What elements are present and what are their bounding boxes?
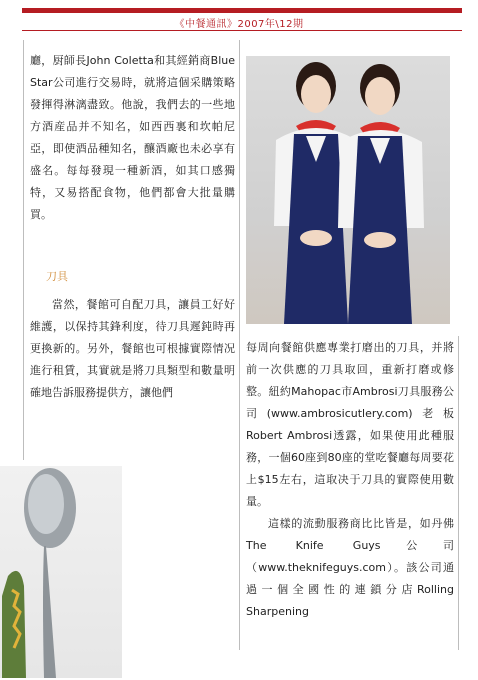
right-paragraph-2: 這樣的流動服務商比比皆是，如丹佛The Knife Guys公司（www.theknifeguys.com）。該公司通過一個全國性的連鎖分店Rolling Sharpening [246, 517, 454, 618]
header-underline [22, 30, 462, 31]
page-header-title: 《中餐通訊》2007年\12期 [174, 19, 304, 30]
two-flight-attendants-photo [246, 56, 450, 324]
attendants-illustration [246, 56, 450, 324]
spoon-photo [0, 466, 122, 678]
spoon-illustration [0, 466, 122, 678]
right-paragraph-1: 每周向餐館供應專業打磨出的刀具，并將前一次供應的刀具取回，重新打磨或修整。紐約Mahopac市Ambrosi刀具服務公司(www.ambrosicutlery.com)老板Robert Ambrosi透露，如果使用此種服務，一個60座到80座的堂吃餐廳每周要花上$15左右，這取决于刀具的實際使用數量。 [246, 341, 454, 508]
middle-column-rule [239, 40, 240, 650]
left-paragraph-2: 當然，餐館可自配刀具，讓員工好好維護，以保持其鋒利度，待刀具遲鈍時再更換新的。另外，餐館也可根據實際情况進行租賃，其實就是將刀具類型和數量明確地告訴服務提供方，讓他們 [30, 298, 235, 399]
paragraph-gap [30, 226, 235, 266]
right-article-column [246, 337, 454, 623]
left-column-rule [23, 40, 24, 460]
left-paragraph-1: 廳，厨師長John Coletta和其經銷商Blue Star公司進行交易時，就將這個采購策略發揮得淋漓盡致。他說，我們去的一些地方酒産品并不知名，如西西裏和坎帕尼亞，即使酒品種知名，釀酒廠也未必享有盛名。每每發現一種新酒，如其口感獨特，又易搭配食物，他們都會大批量購買。 [30, 54, 235, 221]
right-column-rule [458, 336, 459, 650]
header-top-bar [22, 8, 462, 13]
section-subheading: 刀具 [46, 270, 68, 283]
left-article-column [30, 50, 235, 404]
